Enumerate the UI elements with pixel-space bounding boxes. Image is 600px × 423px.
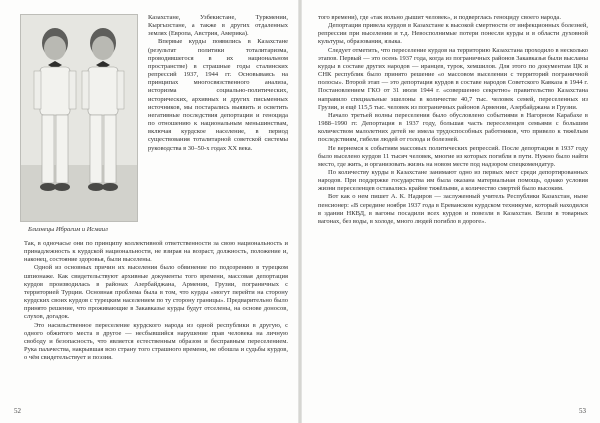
body-paragraph: По количеству курды в Казахстане занимают одно из первых мест среди депортированных народов. При поддержке государства им была оказана материальная помощь, однако условия жизни переселенцев оставались крайне тяжёлыми, а количество смертей было высоким.	[318, 168, 588, 193]
page-number-left: 52	[14, 407, 21, 415]
photo-block	[20, 14, 138, 237]
side-paragraph: Казахстане, Узбекистане, Туркмении, Кыргызстане, а также в других отдаленных землях (Европа, Австрия, Америка).	[148, 14, 288, 38]
body-paragraph: того времени), где «так вольно дышит человек», и подверглась геноциду своего народа.	[318, 14, 561, 21]
photo-caption: Близнецы Ибрагим и Исмаил	[28, 226, 108, 233]
right-text-column	[318, 14, 588, 226]
left-page	[0, 0, 298, 423]
body-paragraph: Не вернемся к событиям массовых политических репрессий. После депортации в 1937 году было выселено курдов 11 тысяч человек, многие из которых погибли в пути. Нужно было найти место, где жить, и организовать жизнь на новом месте под надзором спецкомендатур.	[318, 144, 588, 168]
page-number-right: 53	[579, 407, 586, 415]
left-side-column	[148, 14, 288, 153]
body-paragraph: Депортация привела курдов в Казахстане к высокой смертности от инфекционных болезней, репрессии при выселении и т.д. Невосполнимые потери понесли курды и в области духовной культуры, образования, языка.	[318, 22, 588, 46]
body-paragraph: Так, в одночасье они по принципу коллективной ответственности за свою национальность и принадлежность к курдской национальности, не взирая на возраст, должность, положение и, наконец, состояние здоровья, были выселены.	[24, 240, 288, 264]
body-paragraph: Начало третьей волны переселения было обусловлено событиями в Нагорном Карабахе в 1988–1990 гг. Депортация в 1937 году, большая часть переселенцев семьями с большим количеством малолетних детей не имела трудоспособных работников, что привело к тяжёлым последствиям, гибели людей от голода и болезней.	[318, 111, 588, 144]
twins-photo-illustration	[21, 15, 137, 221]
twins-photo	[20, 14, 138, 222]
right-page	[302, 0, 600, 423]
left-lower-text	[24, 240, 288, 362]
body-paragraph: Вот как о нем пишет А. К. Надиров — заслуженный учитель Республики Казахстан, ныне пенсионер: «В середине ноября 1937 года в Ереванском курдском техникуме, который находился в здании НКВД, в вагоны посадили всех курдов и повезли в Казахстан. Везли в товарных вагонах, без воды, в холоде, много людей погибло в дороге».	[318, 193, 588, 225]
body-paragraph: Это насильственное переселение курдского народа из одной республики в другую, с одного обжитого места в другое — несбывшийся нарушение прав человека на личную свободу и безопасность, что является естественным образом и бесправным переселением. Рука палачества, накрывшая всю страну того страшного времени, не обошла и судьбы курдов, о чём свидетельствует и поэзия.	[24, 321, 288, 362]
body-paragraph: Следует отметить, что переселение курдов на территорию Казахстана проходило в несколько этапов. Первый — это осень 1937 года, когда из пограничных районов Закавказья были высланы курды в составе других народов — иранцев, турок, хемшилов. Для этого по документам ЦК и СНК республик было принято решение «о массовом выселении с территорий пограничной полосы». Второй этап — это депортация курдов в составе народов Советского Кавказа в 1944 г. Постановлением ГКО от 31 июля 1944 г. «совершенно секретно» правительство Казахстана направило специальные эшелоны в количестве 40,7 тыс. человек семей, переселенных из Грузии, и ещё 115,5 тыс. человек из пограничных районов Армении, Азербайджана и Грузии.	[318, 46, 588, 111]
side-paragraph: Впервые курды появились в Казахстане (результат политики тоталитаризма, проводившегося в их национальном пространстве) в страшные годы сталинских репрессий 1937, 1944 гг. Основываясь на принципах многосвязственного анализа, историзма социально-политических, исторических, архивных и других письменных источников, мы постарались выявить и осветить негативные последствия депортации и геноцида по отношению к национальным меньшинствам, включая курдское население, в период существования тоталитарной советской системы руководства в 30–50-х годах XX века.	[148, 38, 288, 152]
body-paragraph: Одной из основных причин их выселения было обвинение по подозрению в турецком шпионаже. Как свидетельствуют архивные документы того времени, массовая депортация курдов производилась в районах Азербайджана, Армении, Грузии, пограничных с территорией Турции. Основная проблема была в том, что курды «могут перейти на сторону курдских своих курдов с турецким населением по ту сторону границы». Предварительно было принято решение, что проживающие в Закавказье курды будут отселены, на основе доносов, слухов, догадок.	[24, 264, 288, 321]
